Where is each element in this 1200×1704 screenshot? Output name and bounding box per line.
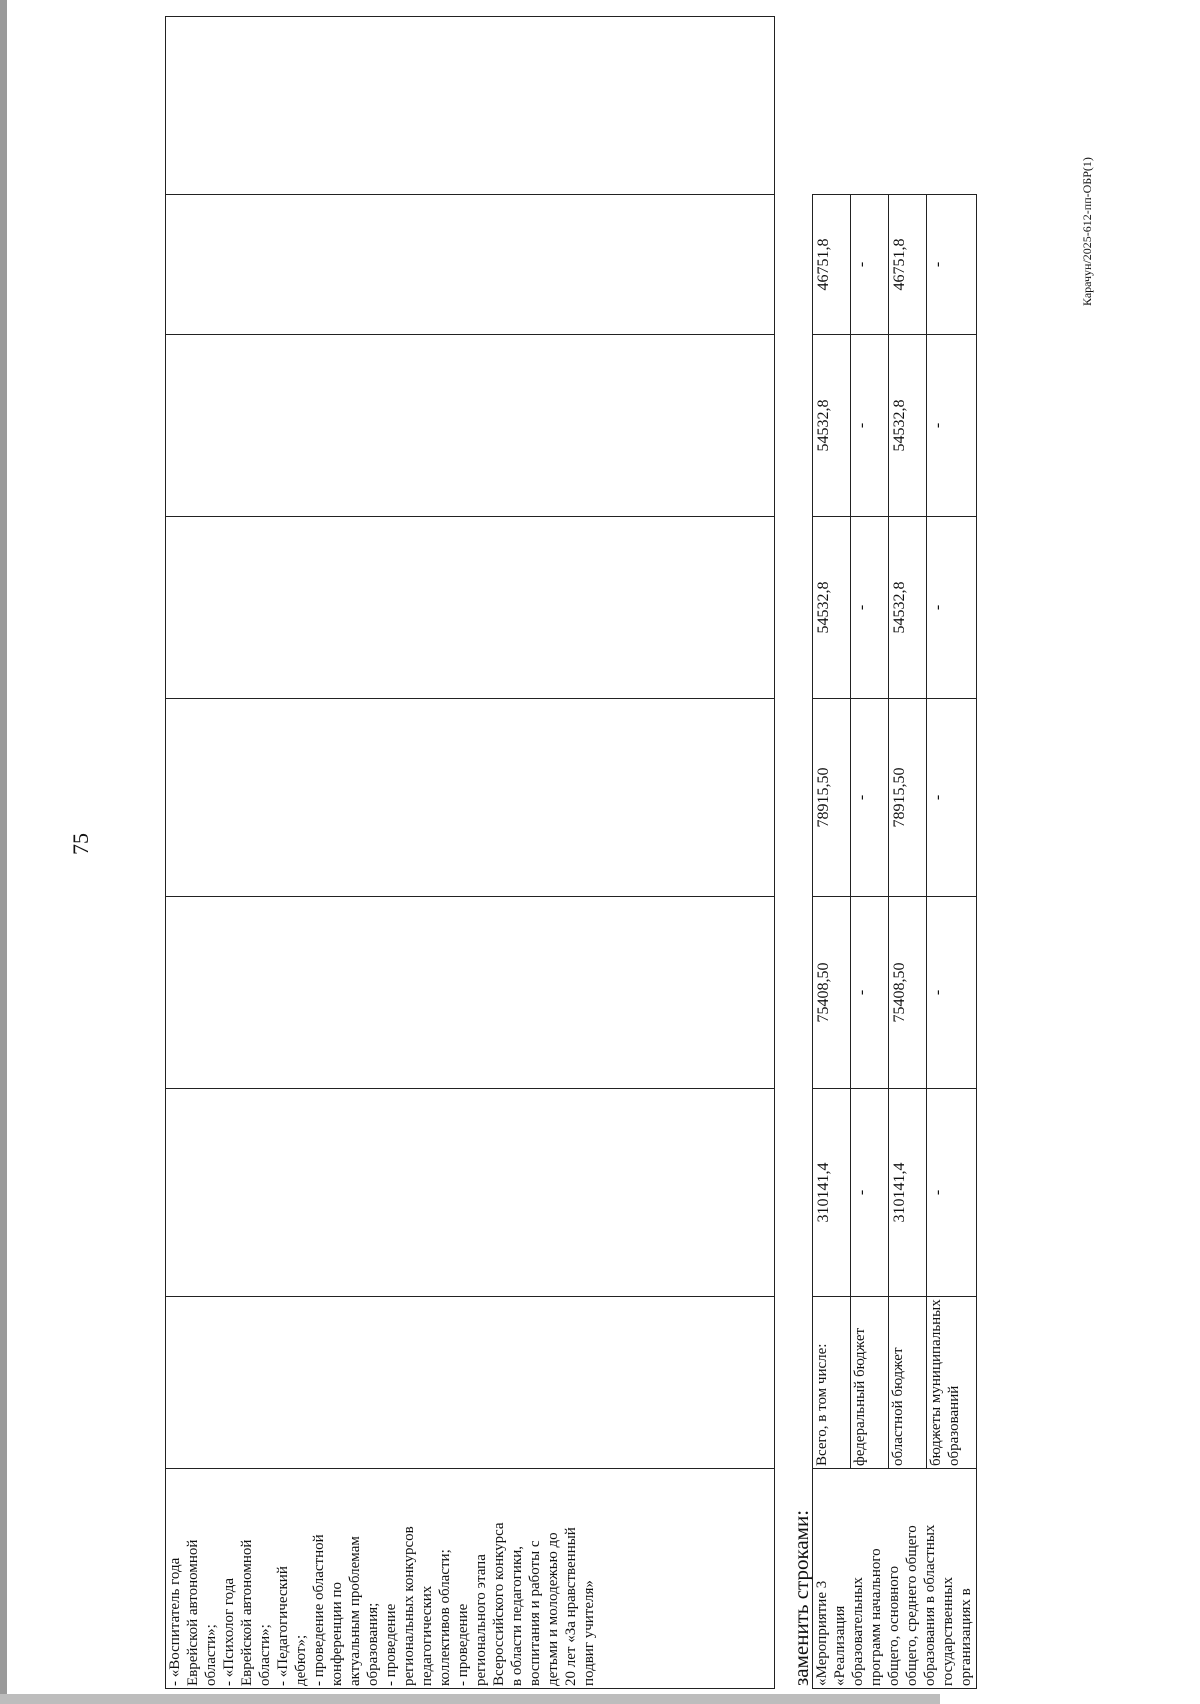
description-line: Еврейской автономной — [185, 1539, 201, 1686]
amount-cell-y3: - — [927, 517, 977, 699]
description-line: педагогических — [419, 1585, 435, 1686]
empty-cell — [166, 897, 775, 1089]
amount-cell-y5: - — [927, 195, 977, 335]
description-line: дебют»; — [293, 1634, 309, 1686]
amount-cell-y2: - — [927, 699, 977, 897]
measure-line: программ начального — [868, 1548, 884, 1686]
amount-cell-total: 310141,4 — [889, 1089, 927, 1297]
measure-line: общего, среднего общего — [904, 1525, 920, 1686]
measure-line: организациях в — [958, 1588, 974, 1686]
amount-cell-y1: - — [851, 897, 889, 1089]
amount-cell-y3: - — [851, 517, 889, 699]
description-line: области»; — [203, 1624, 219, 1686]
amount-cell-y4: 54532,8 — [813, 335, 851, 517]
description-line: - «Педагогический — [275, 1566, 291, 1686]
description-line: конференции по — [329, 1582, 345, 1686]
empty-cell — [166, 1089, 775, 1297]
amount-cell-y5: 46751,8 — [889, 195, 927, 335]
empty-cell — [166, 517, 775, 699]
amount-cell-y1: - — [927, 897, 977, 1089]
description-line: - «Воспитатель года — [167, 1557, 183, 1686]
measure-line: образования в областных — [922, 1524, 938, 1686]
amount-cell-y1: 75408,50 — [813, 897, 851, 1089]
amount-cell-y2: 78915,50 — [813, 699, 851, 897]
measure-line: образовательных — [850, 1577, 866, 1686]
funding-source-cell: Всего, в том числе: — [813, 1297, 851, 1469]
description-line: - проведение — [455, 1603, 471, 1686]
description-line: актуальным проблемам — [347, 1536, 363, 1686]
amount-cell-y4: 54532,8 — [889, 335, 927, 517]
continuation-table — [165, 16, 775, 1689]
replacement-table — [812, 16, 977, 1689]
funding-source-cell: бюджеты муниципальных образований — [927, 1297, 977, 1469]
amount-cell-y1: 75408,50 — [889, 897, 927, 1089]
empty-cell — [166, 1297, 775, 1469]
table-row — [813, 17, 851, 1689]
description-line: 20 лет «За нравственный — [563, 1527, 579, 1686]
amount-cell-y5: 46751,8 — [813, 195, 851, 335]
description-line: Еврейской автономной — [239, 1539, 255, 1686]
description-line: детьми и молодежью до — [545, 1532, 561, 1686]
table-row — [851, 17, 889, 1689]
measure-line: «Реализация — [832, 1605, 848, 1686]
page-number: 75 — [68, 833, 93, 855]
description-line: образования; — [365, 1602, 381, 1686]
amount-cell-y4: - — [851, 335, 889, 517]
replace-with-rows-caption: заменить строками: — [789, 1509, 813, 1686]
amount-cell-y2: 78915,50 — [889, 699, 927, 897]
description-line: области»; — [257, 1624, 273, 1686]
funding-source-cell: федеральный бюджет — [851, 1297, 889, 1469]
description-line: в области педагогики, — [509, 1545, 525, 1686]
description-line: подвиг учителя» — [581, 1580, 597, 1686]
amount-cell-total: - — [927, 1089, 977, 1297]
amount-cell-y5: - — [851, 195, 889, 335]
amount-cell-y3: 54532,8 — [813, 517, 851, 699]
description-line: регионального этапа — [473, 1554, 489, 1686]
amount-cell-total: 310141,4 — [813, 1089, 851, 1297]
empty-cell — [166, 195, 775, 335]
description-line: Всероссийского конкурса — [491, 1522, 507, 1686]
description-line: коллективов области; — [437, 1549, 453, 1686]
description-line: региональных конкурсов — [401, 1526, 417, 1686]
measure-line: общего, основного — [886, 1565, 902, 1686]
description-line: - «Психолог года — [221, 1577, 237, 1686]
empty-cell — [166, 699, 775, 897]
measure-cell — [813, 1469, 977, 1689]
description-line: - проведение областной — [311, 1534, 327, 1686]
description-line: - проведение — [383, 1603, 399, 1686]
document-code: Карачун/2025-612-пп-ОБР(1) — [1080, 157, 1094, 306]
amount-cell-total: - — [851, 1089, 889, 1297]
table-row — [889, 17, 927, 1689]
empty-cell — [166, 335, 775, 517]
activities-description — [166, 1469, 775, 1689]
description-line: воспитания и работы с — [527, 1540, 543, 1686]
measure-line: «Мероприятие 3 — [814, 1580, 830, 1686]
table-row — [927, 17, 977, 1689]
amount-cell-y3: 54532,8 — [889, 517, 927, 699]
measure-line: государственных — [940, 1577, 956, 1686]
empty-cell — [166, 17, 775, 195]
amount-cell-y2: - — [851, 699, 889, 897]
amount-cell-y4: - — [927, 335, 977, 517]
funding-source-cell: областной бюджет — [889, 1297, 927, 1469]
